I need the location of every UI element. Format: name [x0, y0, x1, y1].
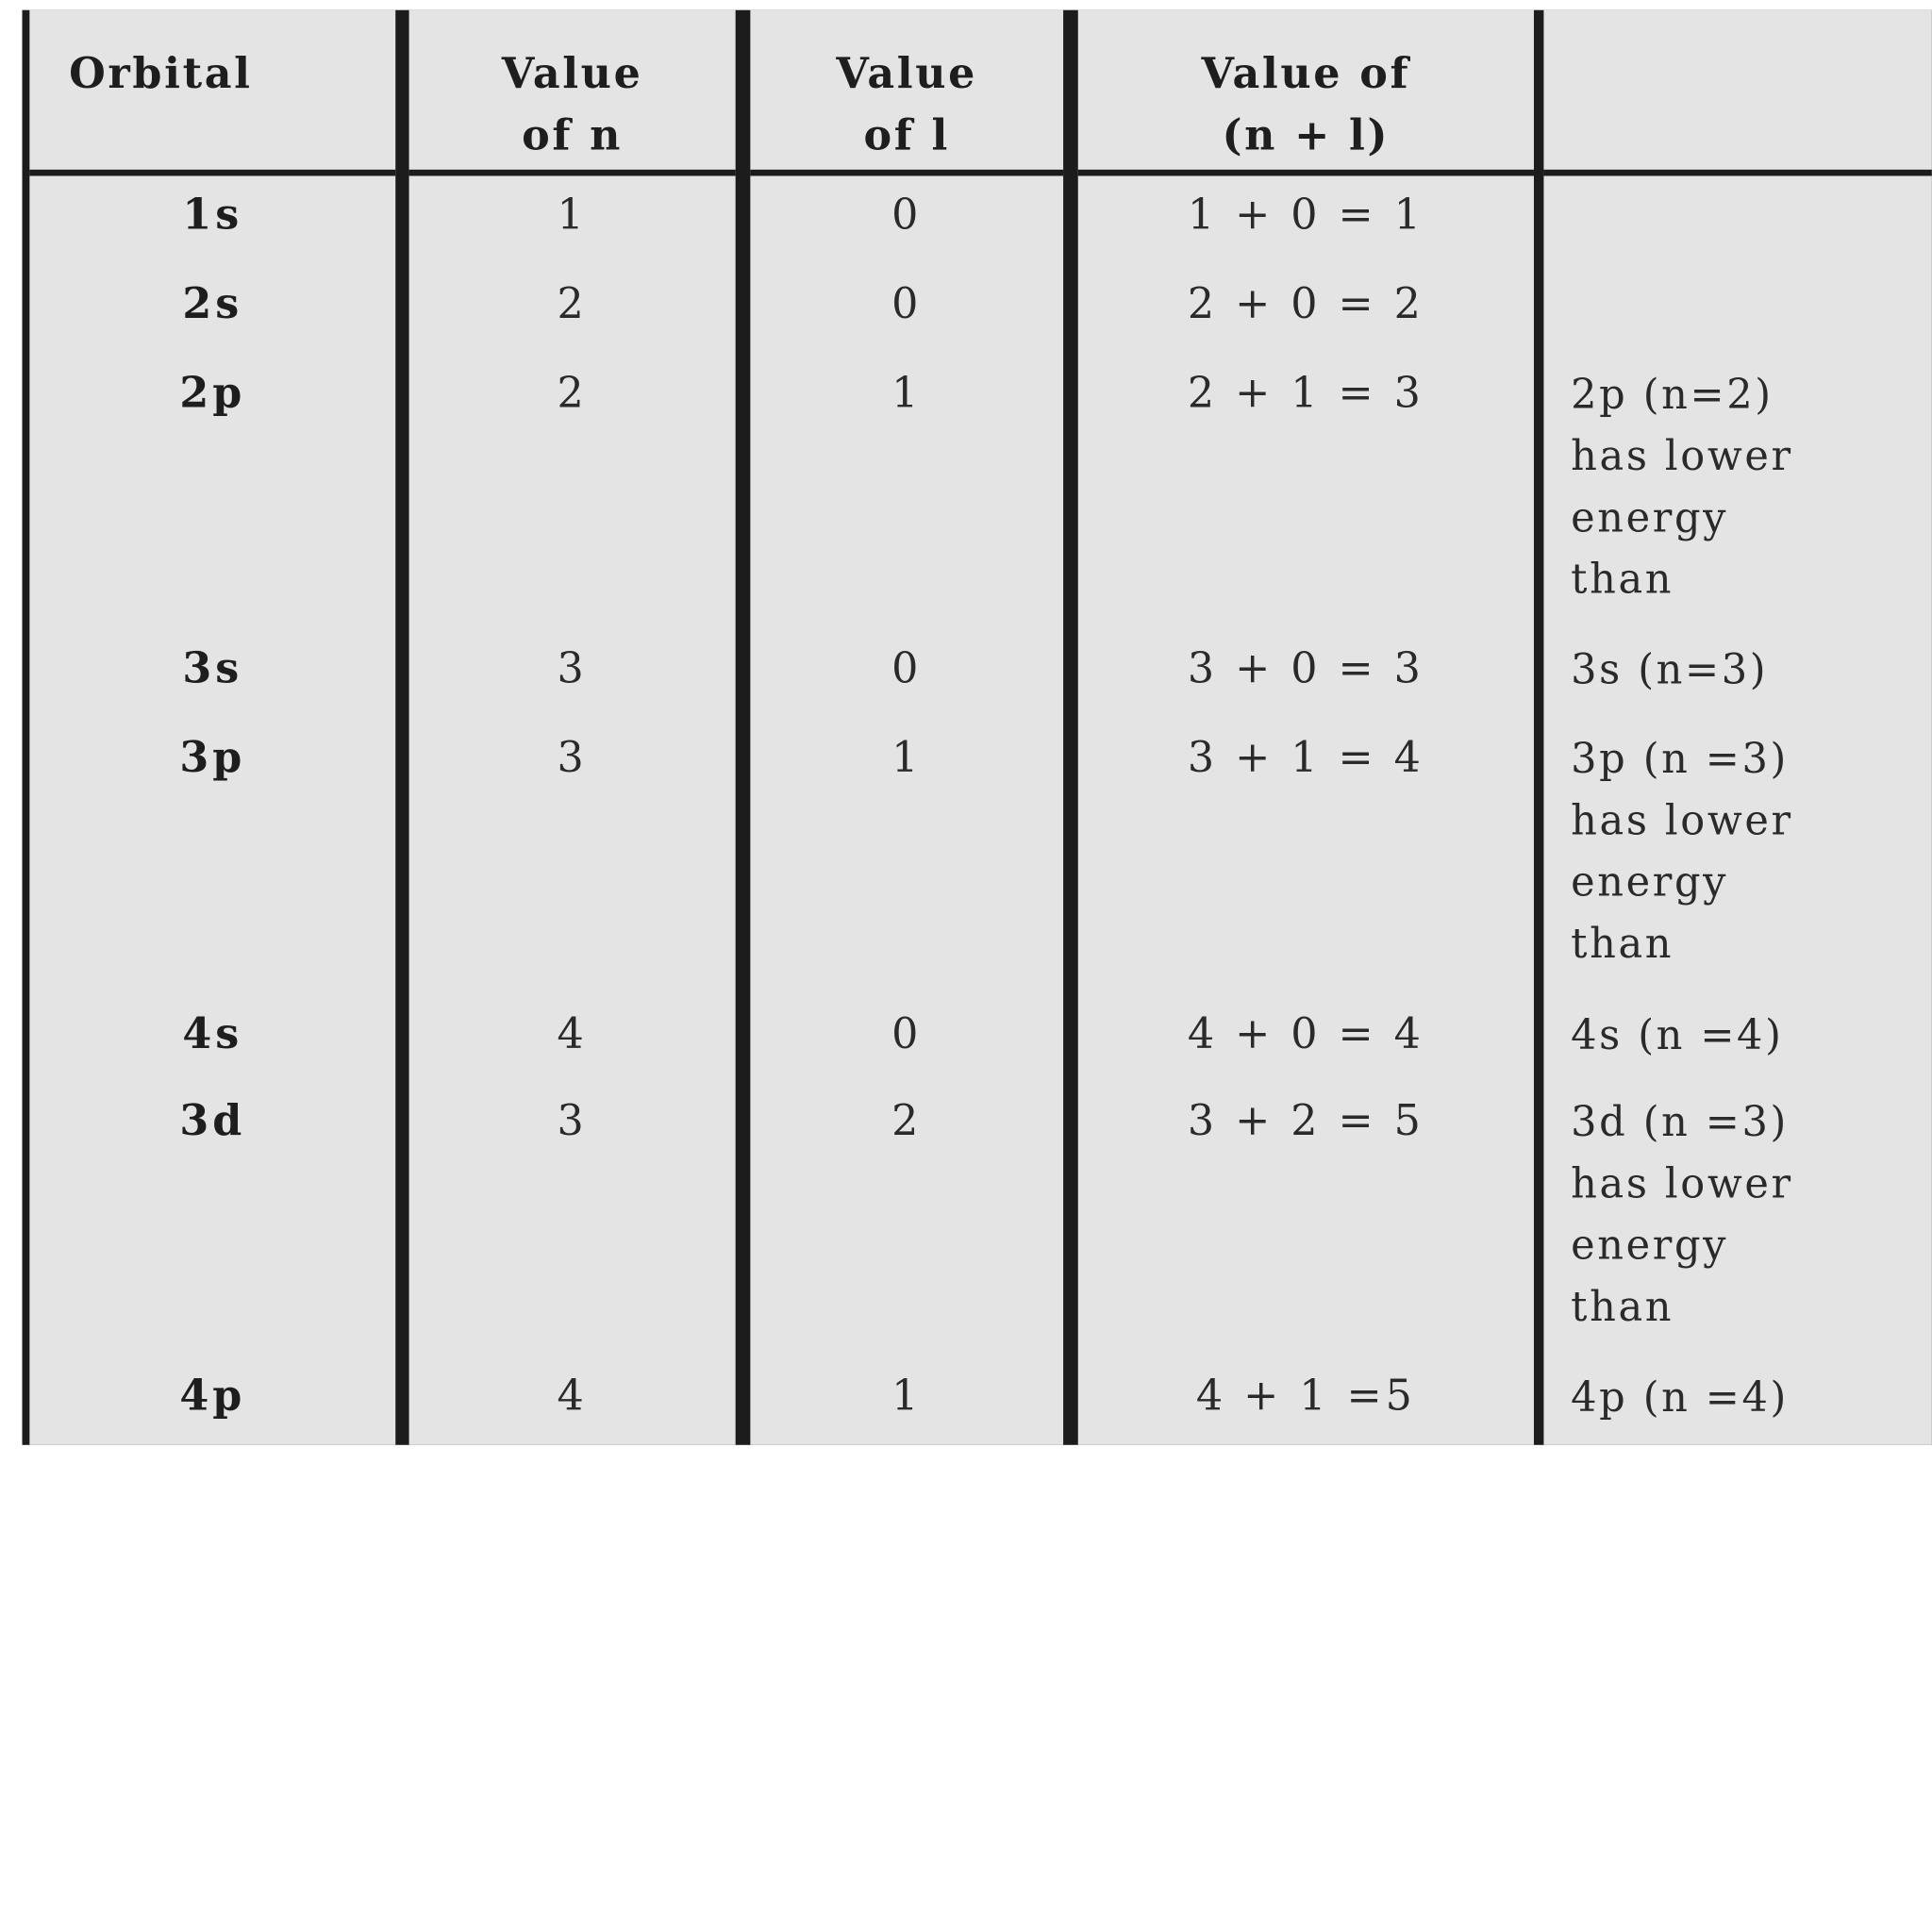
l-cell: 2: [891, 1095, 923, 1146]
note-cell: 3s (n=3): [1571, 644, 1769, 694]
orbital-energy-table: [23, 10, 1932, 1445]
header-cell: [750, 16, 1063, 175]
orbital-cell: 4p: [179, 1371, 246, 1422]
column-notes: [1543, 10, 1931, 1445]
note-cell: 4s (n =4): [1571, 1009, 1784, 1059]
orbital-cell: 3d: [179, 1095, 246, 1146]
orbital-cell: 2s: [182, 278, 243, 329]
orbital-cell: 3p: [179, 732, 246, 783]
sum-cell: 1 + 0 = 1: [1187, 190, 1424, 241]
header-n: Value of n: [501, 48, 643, 161]
note-cell: 2p (n=2) has lower energy than: [1571, 369, 1793, 604]
header-l: Value of l: [836, 48, 978, 161]
sum-cell: 3 + 2 = 5: [1187, 1095, 1424, 1146]
orbital-cell: 3s: [182, 642, 243, 694]
header-divider: [750, 170, 1063, 176]
l-cell: 0: [891, 190, 923, 241]
l-cell: 0: [891, 278, 923, 329]
orbital-cell: 1s: [182, 190, 243, 241]
header-cell: [1078, 16, 1534, 175]
note-cell: 4p (n =4): [1571, 1372, 1789, 1422]
note-cell: 3d (n =3) has lower energy than: [1571, 1096, 1793, 1331]
header-cell: [29, 16, 395, 175]
header-divider: [409, 170, 736, 176]
note-cell: 3p (n =3) has lower energy than: [1571, 733, 1793, 968]
sum-cell: 2 + 1 = 3: [1187, 368, 1424, 419]
header-divider: [29, 170, 395, 176]
header-orbital: Orbital: [69, 48, 253, 100]
n-cell: 4: [557, 1371, 588, 1422]
header-divider: [1543, 170, 1931, 176]
n-cell: 2: [557, 368, 588, 419]
sum-cell: 3 + 0 = 3: [1187, 642, 1424, 694]
column-l: [750, 10, 1063, 1445]
orbital-cell: 2p: [179, 368, 246, 419]
n-cell: 2: [557, 278, 588, 329]
n-cell: 1: [557, 190, 588, 241]
column-n-plus-l: [1078, 10, 1534, 1445]
l-cell: 1: [891, 368, 923, 419]
l-cell: 0: [891, 642, 923, 694]
header-cell: [1543, 16, 1931, 175]
n-cell: 3: [557, 642, 588, 694]
n-cell: 3: [557, 732, 588, 783]
column-orbital: [29, 10, 395, 1445]
header-divider: [1078, 170, 1534, 176]
l-cell: 1: [891, 732, 923, 783]
sum-cell: 3 + 1 = 4: [1187, 732, 1424, 783]
n-cell: 3: [557, 1095, 588, 1146]
n-cell: 4: [557, 1008, 588, 1059]
header-cell: [409, 16, 736, 175]
sum-cell: 4 + 0 = 4: [1187, 1008, 1424, 1059]
header-n-plus-l: Value of (n + l): [1201, 48, 1411, 161]
l-cell: 1: [891, 1371, 923, 1422]
sum-cell: 2 + 0 = 2: [1187, 278, 1424, 329]
orbital-cell: 4s: [182, 1008, 243, 1059]
l-cell: 0: [891, 1008, 923, 1059]
column-n: [409, 10, 736, 1445]
sum-cell: 4 + 1 =5: [1195, 1371, 1416, 1422]
